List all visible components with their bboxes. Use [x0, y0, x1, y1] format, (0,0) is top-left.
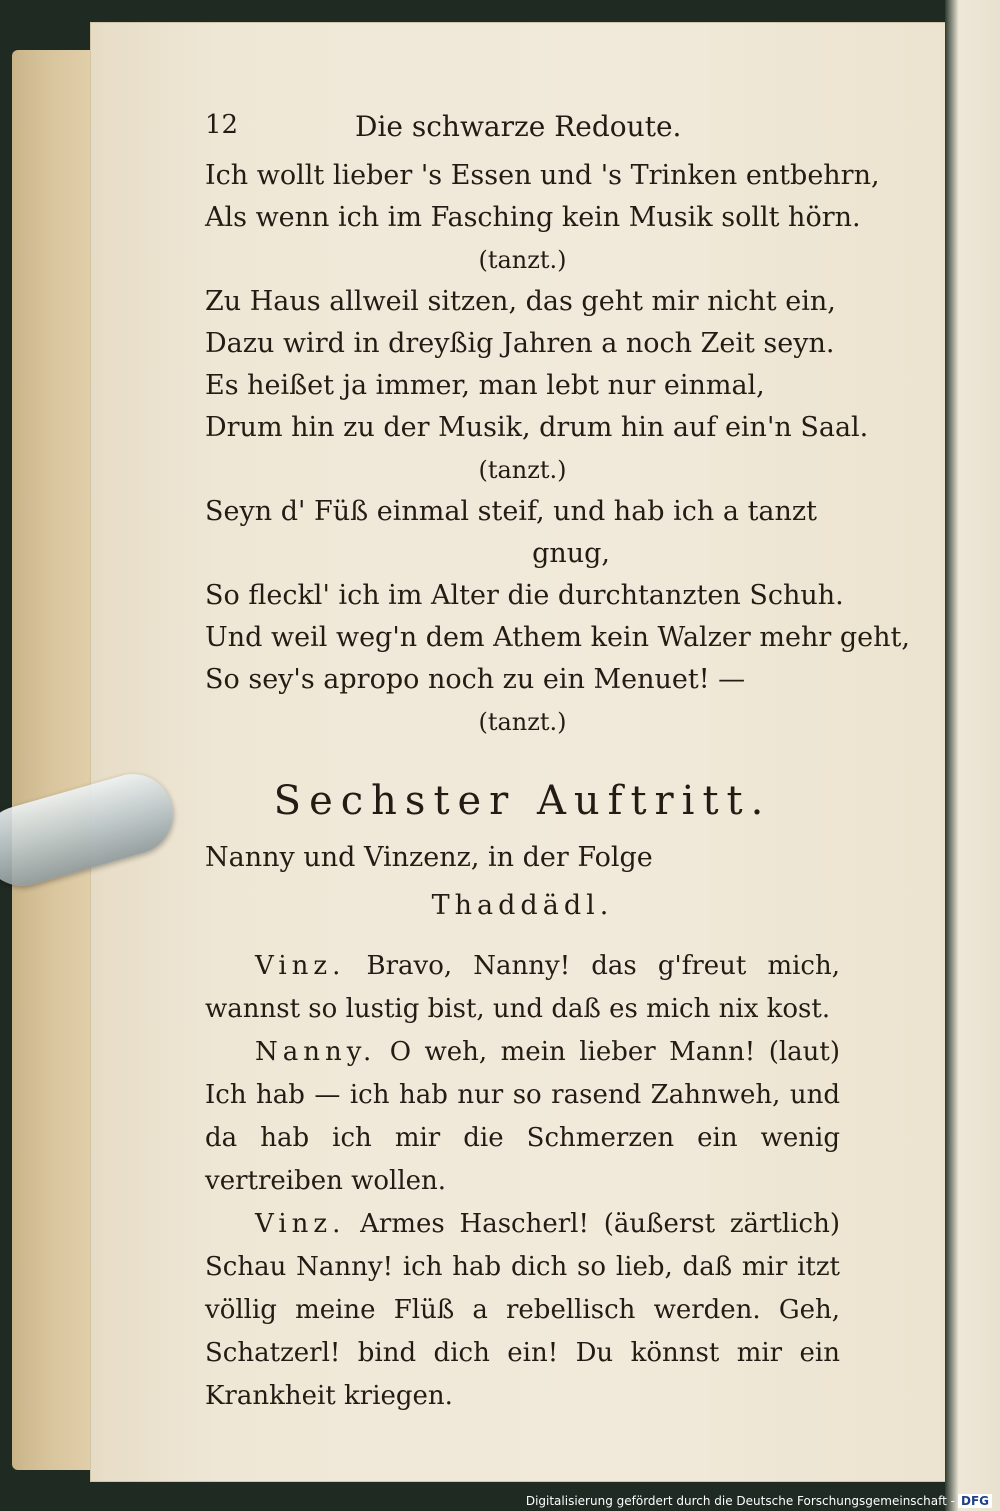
dialogue-text: O weh, mein lieber Mann! (laut) Ich hab — ich hab nur so rasend Zahnweh, und da hab ich mir die Schmerzen ein wenig vertreiben wollen.	[205, 1037, 841, 1196]
verse-line: Als wenn ich im Fasching kein Musik sollt hörn.	[205, 202, 861, 233]
stage-direction: (tanzt.)	[478, 456, 567, 484]
speaker-name: Vinz.	[255, 951, 346, 981]
verse-line: Drum hin zu der Musik, drum hin auf ein'n Saal.	[205, 412, 869, 443]
dfg-logo: DFG	[958, 1494, 992, 1508]
right-facing-page	[945, 0, 1000, 1511]
verse-line: So fleckl' ich im Alter die durchtanzten Schuh.	[205, 580, 844, 611]
speaker-name: Nanny.	[255, 1037, 377, 1067]
verse-line-continuation: gnug,	[532, 538, 610, 569]
stage-direction: (tanzt.)	[478, 708, 567, 736]
digitization-credit	[526, 1494, 992, 1508]
verse-line: Zu Haus allweil sitzen, das geht mir nicht ein,	[205, 286, 836, 317]
credit-text: Digitalisierung gefördert durch die Deutsche Forschungsgemeinschaft -	[525, 1494, 955, 1508]
dialogue-paragraph	[205, 1031, 840, 1203]
dialogue-paragraph	[205, 945, 840, 1031]
book-page-edges	[12, 50, 102, 1470]
verse-line: Seyn d' Füß einmal steif, und hab ich a tanzt	[205, 496, 817, 527]
page-header	[205, 110, 840, 155]
speaker-name: Vinz.	[255, 1209, 346, 1239]
scene-cast: Nanny und Vinzenz, in der Folge	[205, 842, 653, 873]
verse-line: Und weil weg'n dem Athem kein Walzer mehr geht,	[205, 622, 910, 653]
running-head: Die schwarze Redoute.	[355, 110, 682, 143]
page-number: 12	[205, 110, 239, 140]
verse-line: Dazu wird in dreyßig Jahren a noch Zeit seyn.	[205, 328, 835, 359]
dialogue-paragraph	[205, 1203, 840, 1418]
verse-line: Es heißet ja immer, man lebt nur einmal,	[205, 370, 765, 401]
scene-cast-continuation: Thaddädl.	[431, 890, 614, 921]
verse-line: So sey's apropo noch zu ein Menuet! —	[205, 664, 746, 695]
dialogue-text: Bravo, Nanny! das g'freut mich, wannst so lustig bist, und daß es mich nix kost.	[205, 951, 841, 1024]
dialogue	[205, 945, 840, 1418]
verse-line: Ich wollt lieber 's Essen und 's Trinken entbehrn,	[205, 160, 880, 191]
stage-direction: (tanzt.)	[478, 246, 567, 274]
scene-heading: Sechster Auftritt.	[273, 778, 772, 824]
page-text	[205, 110, 910, 1418]
dialogue-text: Armes Hascherl! (äußerst zärtlich) Schau Nanny! ich hab dich so lieb, daß mir itzt völlig meine Flüß a rebellisch werden. Geh, Schatzerl! bind dich ein! Du könnst mir ein Krankheit kriegen.	[205, 1209, 841, 1411]
